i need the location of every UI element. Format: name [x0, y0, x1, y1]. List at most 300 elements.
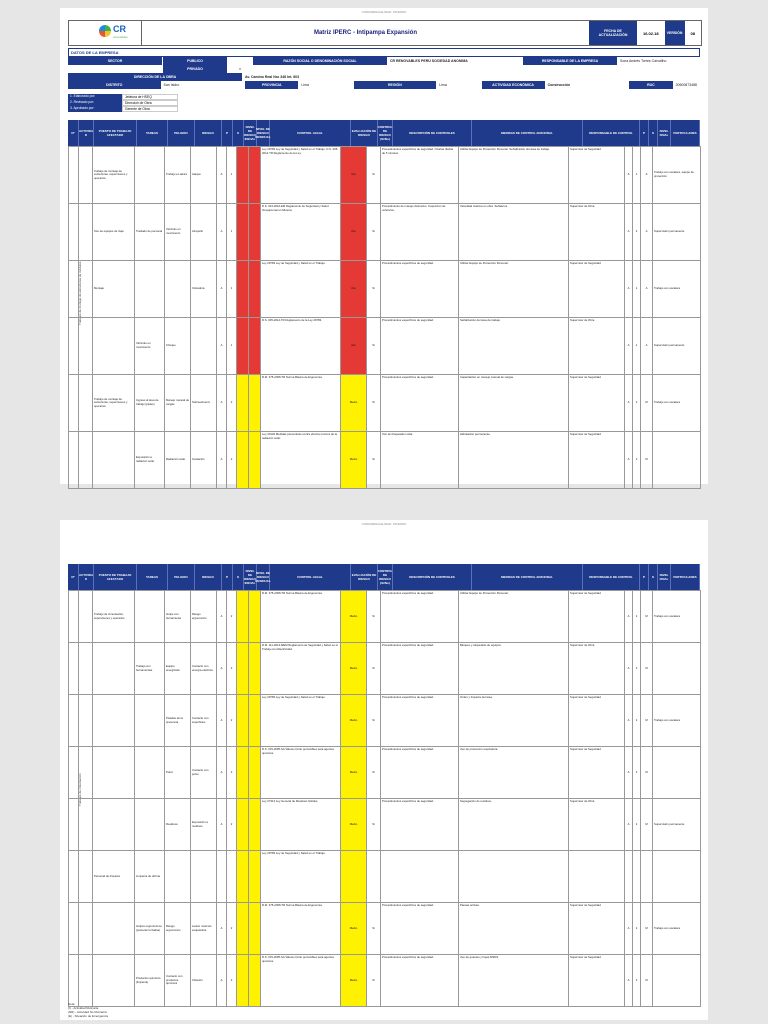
- desc-cell: Procedimientos específicos de seguridad.: [381, 375, 459, 431]
- fn-cell: A: [641, 261, 653, 317]
- fp-cell: A: [625, 643, 633, 694]
- s-cell: 2: [227, 747, 237, 798]
- tarea-cell: Exposición a radiación solar: [135, 432, 165, 488]
- riesgo-cell: Riesgo ergonómico: [191, 591, 217, 642]
- resp-cell: Supervisor de Seguridad: [569, 147, 625, 203]
- razon-label: RAZÓN SOCIAL O DENOMINACIÓN SOCIAL: [253, 57, 388, 65]
- row-index-cell: [69, 903, 79, 954]
- confidentiality-note: CONFIDENCIALIDAD: INTERNO: [361, 522, 407, 526]
- risk-level-cell: [249, 799, 261, 850]
- peligro-cell: Pisadas de la presencia: [165, 695, 191, 746]
- row-index-cell: [69, 643, 79, 694]
- part-cell: Supervisión permanente: [653, 799, 701, 850]
- sector-label: SECTOR: [68, 57, 163, 65]
- risk-level-cell: [249, 747, 261, 798]
- column-header: CONTROL DE RIESGO (Si/No): [378, 564, 393, 590]
- column-header: CONTROL LEGAL: [270, 120, 351, 146]
- table-row: [69, 903, 701, 955]
- logo-mark-icon: [99, 25, 111, 37]
- distrito-value: San Isidro: [162, 81, 246, 89]
- risk-level-cell: [237, 955, 249, 1006]
- desc-cell: Procedimientos específicos de seguridad.: [381, 903, 459, 954]
- resp-cell: Supervisor de Obra: [569, 318, 625, 374]
- region-label: REGIÓN: [354, 81, 438, 89]
- adic-cell: Segregación de residuos.: [459, 799, 569, 850]
- puesto-cell: Trabajo de cimentación, supervisores y operarios: [93, 591, 135, 642]
- fp-cell: A: [625, 695, 633, 746]
- ctrl-cell: Si: [367, 955, 381, 1006]
- fn-cell: M: [641, 591, 653, 642]
- peligro-cell: Residuos: [165, 799, 191, 850]
- desc-cell: Procedimientos específicos de seguridad.: [381, 261, 459, 317]
- s-cell: 1: [227, 204, 237, 260]
- riesgo-cell: Contacto con superficies: [191, 695, 217, 746]
- row-index-cell: [79, 204, 93, 260]
- p-cell: [217, 851, 227, 902]
- legal-cell: D.S. 024-2016-EM Reglamento de Seguridad y Salud Ocupacional en Minería.: [261, 204, 341, 260]
- risk-matrix-table: [68, 590, 701, 1007]
- riesgo-cell: Irritación: [191, 955, 217, 1006]
- fp-cell: A: [625, 799, 633, 850]
- puesto-cell: [93, 955, 135, 1006]
- adic-cell: [459, 851, 569, 902]
- column-header: NIVEL DE RIESGO INICIAL: [244, 564, 257, 590]
- tarea-cell: [135, 147, 165, 203]
- puesto-cell: Montaje: [93, 261, 135, 317]
- risk-level-cell: [249, 643, 261, 694]
- peligro-cell: [165, 261, 191, 317]
- row-index-cell: [79, 851, 93, 902]
- risk-level-cell: [249, 375, 261, 431]
- desc-cell: Procedimientos específicos de seguridad.: [381, 955, 459, 1006]
- legal-cell: D.S. 015-2005-SA Valores límite permisibles para agentes químicos.: [261, 955, 341, 1006]
- resp-cell: Supervisor de Seguridad: [569, 695, 625, 746]
- privado-label: PRIVADO: [163, 65, 228, 73]
- fn-cell: M: [641, 955, 653, 1006]
- tarea-cell: [135, 695, 165, 746]
- actividad-value: Construcción: [546, 81, 630, 89]
- peligro-cell: Manejo manual de cargas: [165, 375, 191, 431]
- desc-cell: Procedimientos específicos de seguridad.: [381, 591, 459, 642]
- column-header: TAREAS: [137, 564, 168, 590]
- resp-cell: Supervisor de Seguridad: [569, 747, 625, 798]
- legal-cell: Ley 27314 Ley General de Residuos Sólidos.: [261, 799, 341, 850]
- adic-cell: Hidratación permanente.: [459, 432, 569, 488]
- resp-cell: Supervisor de Seguridad: [569, 955, 625, 1006]
- publico-label: PUBLICO: [163, 57, 228, 65]
- table-row: [69, 318, 701, 375]
- ruc-value: 20600873488: [674, 81, 700, 89]
- peligro-cell: Equipo energizado: [165, 643, 191, 694]
- fn-cell: M: [641, 695, 653, 746]
- p-cell: A: [217, 643, 227, 694]
- fn-cell: A: [641, 147, 653, 203]
- section-title: DATOS DE LA EMPRESA: [68, 48, 700, 57]
- p-cell: A: [217, 591, 227, 642]
- column-header: EVALUACIÓN DE RIESGO: [351, 564, 378, 590]
- table-row: [69, 851, 701, 903]
- legal-cell: R.M. 375-2008-TR Norma Básica de Ergonomía.: [261, 591, 341, 642]
- riesgo-cell: Atropello: [191, 204, 217, 260]
- table-row: [69, 375, 701, 432]
- legal-cell: R.M. 111-2013-MEM Reglamento de Seguridad y Salud en el Trabajo con Electricidad.: [261, 643, 341, 694]
- part-cell: Trabajo con escalera: [653, 903, 701, 954]
- column-header: PUESTO DE TRABAJO AFECTADO: [94, 120, 137, 146]
- column-header: MEDIDAS DE CONTROL ADICIONAL: [472, 564, 583, 590]
- risk-evaluation-cell: Medio: [341, 643, 367, 694]
- row-index-cell: [69, 147, 79, 203]
- legal-cell: Ley 29783 Ley de Seguridad y Salud en el Trabajo.: [261, 851, 341, 902]
- fs-cell: 2: [633, 695, 641, 746]
- adic-cell: Capacitación en manejo manual de cargas.: [459, 375, 569, 431]
- fs-cell: 2: [633, 903, 641, 954]
- row-index-cell: [79, 747, 93, 798]
- legal-cell: Ley 29783 Ley de Seguridad y Salud en el Trabajo.: [261, 695, 341, 746]
- s-cell: 1: [227, 147, 237, 203]
- row-index-cell: [79, 375, 93, 431]
- column-header: PARTICULARES: [671, 564, 700, 590]
- riesgo-cell: Contacto con energía eléctrica: [191, 643, 217, 694]
- column-header: S: [649, 120, 658, 146]
- s-cell: 2: [227, 903, 237, 954]
- column-header: RESPONSABLE DE CONTROL: [583, 120, 640, 146]
- ctrl-cell: Si: [367, 903, 381, 954]
- row-index-cell: [79, 261, 93, 317]
- riesgo-cell: Exposición a residuos: [191, 799, 217, 850]
- company-logo: CR renovables: [69, 21, 142, 45]
- fs-cell: 2: [633, 799, 641, 850]
- risk-level-cell: [237, 318, 249, 374]
- version-label: VERSIÓN: [665, 21, 685, 45]
- ctrl-cell: Si: [367, 204, 381, 260]
- s-cell: 2: [227, 643, 237, 694]
- p-cell: A: [217, 903, 227, 954]
- risk-level-cell: [249, 204, 261, 260]
- s-cell: 2: [227, 695, 237, 746]
- risk-evaluation-cell: Medio: [341, 375, 367, 431]
- part-cell: [653, 851, 701, 902]
- risk-evaluation-cell: Medio: [341, 591, 367, 642]
- fs-cell: 1: [633, 147, 641, 203]
- column-header: NIVEL FINAL: [658, 120, 671, 146]
- table-row: [69, 799, 701, 851]
- peligro-cell: Polvo: [165, 747, 191, 798]
- risk-level-cell: [249, 591, 261, 642]
- fn-cell: [641, 851, 653, 902]
- resp-cell: Supervisor de Obra: [569, 643, 625, 694]
- fs-cell: 1: [633, 261, 641, 317]
- fs-cell: 2: [633, 375, 641, 431]
- resp-cell: Supervisor de Seguridad: [569, 591, 625, 642]
- risk-evaluation-cell: Alto: [341, 318, 367, 374]
- risk-level-cell: [249, 695, 261, 746]
- risk-level-cell: [237, 903, 249, 954]
- p-cell: A: [217, 375, 227, 431]
- table-row: [69, 432, 701, 489]
- matrix-page-1: [60, 8, 708, 484]
- column-header: RIESGO: [195, 120, 222, 146]
- column-header: PELIGRO: [168, 120, 195, 146]
- column-header: NIVEL DE RIESGO RESIDUAL: [257, 120, 270, 146]
- ctrl-cell: Si: [367, 318, 381, 374]
- row-index-cell: [79, 955, 93, 1006]
- fecha-value: 16.02.18: [642, 30, 659, 36]
- grid-header: [68, 564, 700, 590]
- puesto-cell: [93, 432, 135, 488]
- risk-level-cell: [249, 147, 261, 203]
- legal-cell: Ley 30102 Medidas preventivas contra efectos nocivos de la radiación solar.: [261, 432, 341, 488]
- row-index-cell: [69, 799, 79, 850]
- row-index-cell: [79, 432, 93, 488]
- table-row: [69, 591, 701, 643]
- peligro-cell: Vehículo en movimiento: [165, 204, 191, 260]
- fecha-label: FECHA DE ACTUALIZACIÓN: [589, 21, 637, 45]
- risk-level-cell: [237, 643, 249, 694]
- tarea-cell: Golpes ergonómicos (posturas forzadas): [135, 903, 165, 954]
- p-cell: A: [217, 747, 227, 798]
- risk-evaluation-cell: Alto: [341, 204, 367, 260]
- riesgo-cell: Lesión músculo esquelética: [191, 903, 217, 954]
- riesgo-cell: Contacto con polvo: [191, 747, 217, 798]
- fn-cell: M: [641, 747, 653, 798]
- fp-cell: A: [625, 955, 633, 1006]
- fn-cell: M: [641, 799, 653, 850]
- actividad-label: ACTIVIDAD ECONÓMICA: [482, 81, 546, 89]
- s-cell: 2: [227, 955, 237, 1006]
- tarea-cell: [135, 799, 165, 850]
- risk-level-cell: [237, 591, 249, 642]
- peligro-cell: Golpe con herramienta: [165, 591, 191, 642]
- puesto-cell: [93, 903, 135, 954]
- desc-cell: Procedimientos específicos de seguridad.: [381, 799, 459, 850]
- legal-cell: Ley 29783 Ley de Seguridad y Salud en el Trabajo. D.S. 005-2012-TR Reglamento de la Ley.: [261, 147, 341, 203]
- fs-cell: 2: [633, 643, 641, 694]
- column-header: CONTROL LEGAL: [270, 564, 351, 590]
- fn-cell: M: [641, 432, 653, 488]
- risk-level-cell: [249, 851, 261, 902]
- row-index-cell: [79, 799, 93, 850]
- row-index-cell: [79, 147, 93, 203]
- column-header: Nº: [68, 564, 79, 590]
- desc-cell: Procedimientos específicos de seguridad.: [381, 695, 459, 746]
- column-header: NIVEL DE RIESGO RESIDUAL: [257, 564, 270, 590]
- risk-evaluation-cell: Alto: [341, 147, 367, 203]
- risk-level-cell: [237, 695, 249, 746]
- desc-cell: Procedimientos específicos de seguridad.: [381, 643, 459, 694]
- row-index-cell: [69, 695, 79, 746]
- puesto-cell: [93, 799, 135, 850]
- adic-cell: Uso de protección respiratoria.: [459, 747, 569, 798]
- tarea-cell: Limpieza de oficina: [135, 851, 165, 902]
- part-cell: [653, 432, 701, 488]
- s-cell: 2: [227, 799, 237, 850]
- tarea-cell: [135, 591, 165, 642]
- ctrl-cell: Si: [367, 747, 381, 798]
- row-index-cell: [79, 695, 93, 746]
- column-header: NIVEL FINAL: [658, 564, 671, 590]
- p-cell: A: [217, 147, 227, 203]
- table-row: [69, 147, 701, 204]
- riesgo-cell: Ataque: [191, 147, 217, 203]
- column-header: CONTROL DE RIESGO (Si/No): [378, 120, 393, 146]
- razon-value: CR RENOVABLES PERÚ SOCIEDAD ANONIMA: [388, 57, 523, 65]
- legal-cell: D.S. 015-2005-SA Valores límite permisibles para agentes químicos.: [261, 747, 341, 798]
- column-header: DESCRIPCIÓN DE CONTROLES: [393, 564, 472, 590]
- column-header: S: [233, 120, 244, 146]
- version-value: 08: [690, 30, 695, 36]
- part-cell: [653, 643, 701, 694]
- risk-evaluation-cell: Medio: [341, 799, 367, 850]
- tarea-cell: Vehículo en movimiento: [135, 318, 165, 374]
- resp-cell: Supervisor de Seguridad: [569, 261, 625, 317]
- resp-cell: Supervisor de Seguridad: [569, 903, 625, 954]
- fp-cell: A: [625, 204, 633, 260]
- direccion-label: DIRECCIÓN DE LA OBRA: [68, 73, 243, 81]
- ruc-label: RUC: [629, 81, 673, 89]
- column-header: Nº: [68, 120, 79, 146]
- part-cell: Supervisión permanente: [653, 318, 701, 374]
- grid-header: [68, 120, 700, 146]
- riesgo-cell: [191, 851, 217, 902]
- column-header: NIVEL DE RIESGO INICIAL: [244, 120, 257, 146]
- risk-level-cell: [249, 432, 261, 488]
- riesgo-cell: Volcadura: [191, 261, 217, 317]
- adic-cell: Señalización del área de trabajo.: [459, 318, 569, 374]
- adic-cell: Bloqueo y etiquetado de equipos.: [459, 643, 569, 694]
- row-index-cell: [69, 318, 79, 374]
- desc-cell: Uso de bloqueador solar.: [381, 432, 459, 488]
- tarea-cell: Productos químicos (limpieza): [135, 955, 165, 1006]
- fp-cell: A: [625, 318, 633, 374]
- adic-cell: Orden y limpieza del área.: [459, 695, 569, 746]
- row-index-cell: [69, 261, 79, 317]
- table-row: [69, 747, 701, 799]
- puesto-cell: Uso de equipos de izaje: [93, 204, 135, 260]
- activity-band: Trabajos de cimentación: [78, 773, 82, 807]
- fn-cell: A: [641, 318, 653, 374]
- desc-cell: Procedimiento de manejo defensivo. Inspección de vehículos.: [381, 204, 459, 260]
- risk-evaluation-cell: Medio: [341, 903, 367, 954]
- column-header: ACTIVIDA D: [79, 120, 94, 146]
- s-cell: 2: [227, 591, 237, 642]
- peligro-cell: Choque: [165, 318, 191, 374]
- row-index-cell: [79, 591, 93, 642]
- column-header: MEDIDAS DE CONTROL ADICIONAL: [472, 120, 583, 146]
- fn-cell: M: [641, 903, 653, 954]
- column-header: TAREAS: [137, 120, 168, 146]
- fs-cell: [633, 851, 641, 902]
- legal-cell: Ley 29783 Ley de Seguridad y Salud en el Trabajo.: [261, 261, 341, 317]
- adic-cell: Utilizar Equipo de Protección Personal.: [459, 591, 569, 642]
- peligro-cell: Contacto con productos químicos: [165, 955, 191, 1006]
- fp-cell: A: [625, 903, 633, 954]
- resp-cell: Supervisor de Seguridad: [569, 375, 625, 431]
- responsable-label: RESPONSABLE DE LA EMPRESA: [523, 57, 618, 65]
- column-header: PARTICULARES: [671, 120, 700, 146]
- legal-cell: R.M. 375-2008-TR Norma Básica de Ergonomía.: [261, 375, 341, 431]
- p-cell: A: [217, 318, 227, 374]
- fp-cell: [625, 851, 633, 902]
- adic-cell: Velocidad máxima en obra. Señaleros.: [459, 204, 569, 260]
- risk-level-cell: [237, 799, 249, 850]
- s-cell: 1: [227, 318, 237, 374]
- peligro-cell: [165, 851, 191, 902]
- privado-mark: x: [228, 65, 253, 73]
- risk-evaluation-cell: Medio: [341, 695, 367, 746]
- p-cell: A: [217, 695, 227, 746]
- puesto-cell: [93, 643, 135, 694]
- column-header: ACTIVIDA D: [79, 564, 94, 590]
- resp-cell: [569, 851, 625, 902]
- risk-matrix-table: [68, 146, 701, 489]
- peligro-cell: Radiación solar: [165, 432, 191, 488]
- confidentiality-note: CONFIDENCIALIDAD: INTERNO: [361, 10, 407, 14]
- puesto-cell: [93, 747, 135, 798]
- adic-cell: Uso de guantes y hojas MSDS.: [459, 955, 569, 1006]
- s-cell: 2: [227, 432, 237, 488]
- risk-level-cell: [237, 432, 249, 488]
- column-header: EVALUACIÓN DE RIESGO: [351, 120, 378, 146]
- puesto-cell: [93, 318, 135, 374]
- document-title: Matriz IPERC - Intipampa Expansión: [313, 30, 417, 36]
- ctrl-cell: Si: [367, 432, 381, 488]
- table-row: [69, 261, 701, 318]
- table-row: [69, 695, 701, 747]
- risk-evaluation-cell: [341, 851, 367, 902]
- fs-cell: 2: [633, 955, 641, 1006]
- tarea-cell: [135, 261, 165, 317]
- fp-cell: A: [625, 375, 633, 431]
- peligro-cell: Trabajo en altura: [165, 147, 191, 203]
- part-cell: Trabajo con escalera: [653, 261, 701, 317]
- p-cell: A: [217, 432, 227, 488]
- column-header: S: [233, 564, 244, 590]
- column-header: P: [222, 564, 233, 590]
- fp-cell: A: [625, 261, 633, 317]
- risk-level-cell: [237, 147, 249, 203]
- column-header: P: [640, 564, 649, 590]
- part-cell: Trabajo con escalera: [653, 591, 701, 642]
- fs-cell: 2: [633, 432, 641, 488]
- fs-cell: 1: [633, 318, 641, 374]
- risk-level-cell: [249, 261, 261, 317]
- column-header: DESCRIPCIÓN DE CONTROLES: [393, 120, 472, 146]
- row-index-cell: [79, 643, 93, 694]
- legal-cell: R.M. 375-2008-TR Norma Básica de Ergonomía.: [261, 903, 341, 954]
- p-cell: A: [217, 955, 227, 1006]
- company-data: [68, 48, 700, 89]
- puesto-cell: Personal de limpieza: [93, 851, 135, 902]
- tarea-cell: [135, 747, 165, 798]
- ctrl-cell: [367, 851, 381, 902]
- tarea-cell: Trabajo con herramientas: [135, 643, 165, 694]
- fp-cell: A: [625, 432, 633, 488]
- responsable-value: Sona Andrés Torres Carvallho: [618, 57, 700, 65]
- part-cell: Trabajo con escalera: [653, 695, 701, 746]
- adic-cell: Pausas activas.: [459, 903, 569, 954]
- fs-cell: 2: [633, 591, 641, 642]
- table-row: [69, 204, 701, 261]
- riesgo-cell: [191, 318, 217, 374]
- row-index-cell: [69, 204, 79, 260]
- s-cell: 2: [227, 375, 237, 431]
- risk-level-cell: [237, 851, 249, 902]
- s-cell: [227, 851, 237, 902]
- s-cell: 1: [227, 261, 237, 317]
- riesgo-cell: Insolación: [191, 432, 217, 488]
- fn-cell: A: [641, 204, 653, 260]
- p-cell: A: [217, 204, 227, 260]
